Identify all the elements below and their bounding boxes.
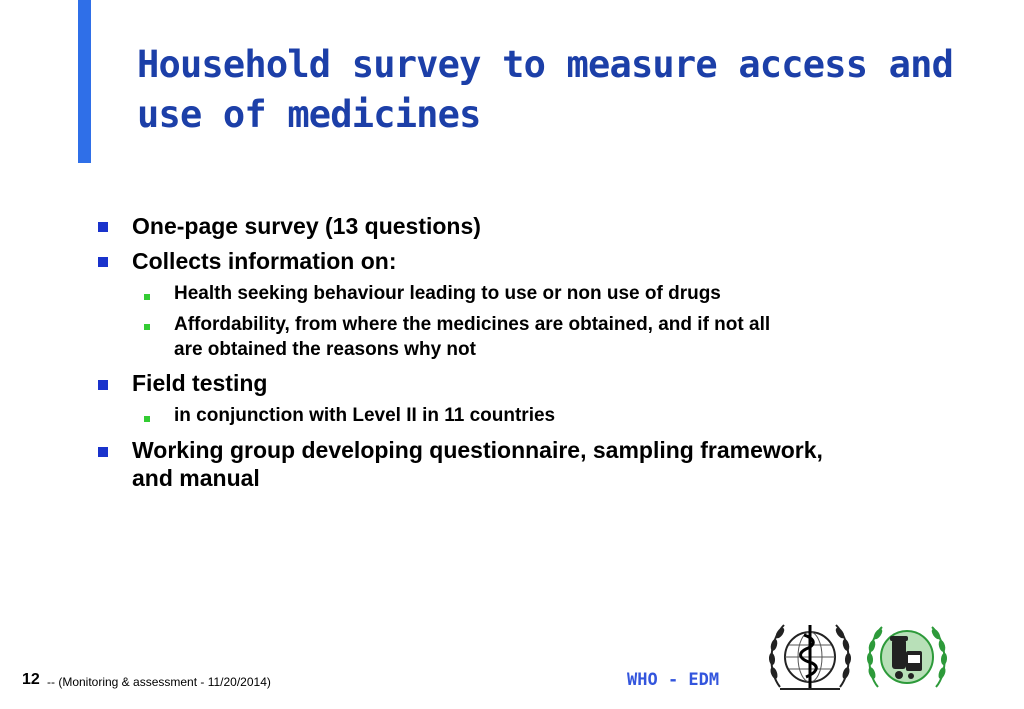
edm-emblem-icon [864, 619, 950, 695]
sub-bullet-square-icon [144, 416, 150, 422]
bullet-square-icon [98, 257, 108, 267]
bullet-square-icon [98, 222, 108, 232]
sub-bullet-item: Health seeking behaviour leading to use or non use of drugs [174, 283, 721, 304]
bullet-item: One-page survey (13 questions) [132, 213, 481, 239]
title-line-2: use of medicines [137, 93, 481, 136]
who-emblem-icon [766, 617, 854, 695]
bullet-item: Field testing [132, 370, 268, 396]
sub-bullet-square-icon [144, 294, 150, 300]
sub-bullet-item: Affordability, from where the medicines are obtained, and if not all [174, 314, 771, 335]
footer-caption: -- (Monitoring & assessment - 11/20/2014) [47, 675, 271, 689]
title-line-1: Household survey to measure access and [137, 43, 954, 86]
sub-bullet-item: in conjunction with Level II in 11 countries [174, 405, 556, 426]
sub-bullet-item-continued: are obtained the reasons why not [174, 339, 476, 360]
bullet-item-continued: and manual [132, 465, 260, 491]
bullet-item: Collects information on: [132, 248, 397, 274]
bullet-square-icon [98, 380, 108, 390]
sub-bullet-square-icon [144, 324, 150, 330]
bullet-square-icon [98, 447, 108, 457]
footer-org-label: WHO - EDM [627, 670, 720, 690]
page-number: 12 [22, 671, 40, 688]
bullet-item: Working group developing questionnaire, sampling framework, [132, 437, 823, 463]
